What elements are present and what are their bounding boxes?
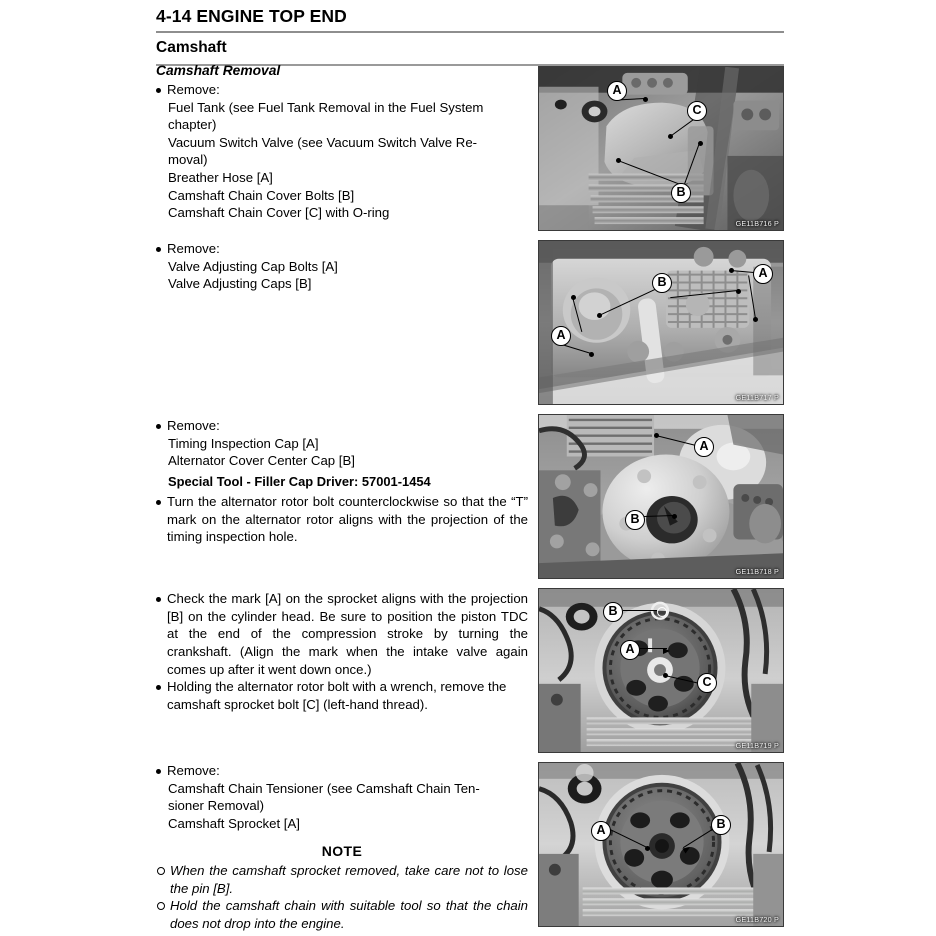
- leader-endpoint-b2: [698, 141, 703, 146]
- photo-valve-adjusting-caps: [539, 241, 783, 404]
- note-heading: NOTE: [321, 842, 363, 859]
- subline: Valve Adjusting Cap Bolts [A]: [168, 258, 338, 274]
- leader-endpoint-a-right-2: [753, 317, 758, 322]
- figure-sprocket-mark: [538, 588, 784, 753]
- subline: Alternator Cover Center Cap [B]: [168, 453, 355, 469]
- leader-endpoint-a-left-2: [589, 352, 594, 357]
- subline: Camshaft Chain Cover [C] with O-ring: [168, 205, 390, 221]
- photo-timing-inspection-cap: [539, 415, 783, 578]
- leader-endpoint-b1: [597, 313, 602, 318]
- leader-endpoint-b: [672, 514, 677, 519]
- subline: Breather Hose [A]: [168, 170, 273, 186]
- paragraph-check-mark: Check the mark [A] on the sprocket aligns with the projection [B] on the cylinder head. Be sure to position the piston TDC at the end of the compression stroke by turning the crankshaft. (Align the mark when the intake valve again comes up after it went down once.): [156, 590, 528, 678]
- subsection-title: Camshaft Removal: [156, 63, 281, 78]
- text-block-sprocket-mark-check: [156, 590, 528, 713]
- text-block-chain-tensioner: [156, 762, 528, 933]
- callout-b: B: [711, 815, 731, 835]
- subline: Camshaft Chain Cover Bolts [B]: [168, 187, 355, 203]
- arrow-head-a: [663, 648, 670, 654]
- callout-b: B: [671, 183, 691, 203]
- subline: Fuel Tank (see Fuel Tank Removal in the Fuel System: [168, 99, 484, 115]
- note-item: Hold the camshaft chain with suitable tool so that the chain does not drop into the engine.: [156, 897, 528, 932]
- header-rule-top: [156, 31, 784, 33]
- callout-a-right: A: [753, 264, 773, 284]
- bullet-remove-3: [156, 417, 528, 435]
- subline: Camshaft Sprocket [A]: [168, 815, 300, 831]
- leader-endpoint-a: [645, 846, 650, 851]
- bullet-remove-1: [156, 81, 528, 99]
- figure-id: GE11B720 P: [735, 915, 779, 924]
- section-title: Camshaft: [156, 39, 227, 56]
- paragraph-remove-sprocket-bolt: Holding the alternator rotor bolt with a wrench, remove the camshaft sprocket bolt [C] (left-hand thread).: [156, 678, 528, 713]
- page-header: [156, 6, 784, 66]
- bullet-lead-label: Remove:: [167, 241, 220, 256]
- subline: Camshaft Chain Tensioner (see Camshaft Chain Ten-: [168, 780, 480, 796]
- figure-id: GE11B719 P: [735, 741, 779, 750]
- figure-camshaft-chain-cover: [538, 66, 784, 231]
- note-item: When the camshaft sprocket removed, take care not to lose the pin [B].: [156, 862, 528, 897]
- figure-id: GE11B718 P: [735, 567, 779, 576]
- leader-endpoint-a-right-1: [729, 268, 734, 273]
- sublines-block2: [156, 258, 528, 293]
- subline: sioner Removal): [168, 798, 265, 814]
- callout-b: B: [625, 510, 645, 530]
- callout-a: A: [591, 821, 611, 841]
- text-block-timing-inspection: [156, 417, 528, 546]
- leader-endpoint-a: [643, 97, 648, 102]
- leader-endpoint-c: [668, 134, 673, 139]
- callout-a: A: [694, 437, 714, 457]
- leader-endpoint-a: [654, 433, 659, 438]
- figure-valve-adjusting-caps: [538, 240, 784, 405]
- callout-c: C: [697, 673, 717, 693]
- bullet-lead-label: Remove:: [167, 81, 220, 97]
- text-block-camshaft-removal: [156, 62, 528, 222]
- bullet-remove-4: [156, 762, 528, 780]
- subline: chapter): [168, 117, 217, 133]
- figure-id: GE11B717 P: [735, 393, 779, 402]
- sublines-block1: [156, 99, 528, 222]
- paragraph-rotor-turn: Turn the alternator rotor bolt counterclockwise so that the “T” mark on the alternator rotor aligns with the projection of the timing inspection hole.: [156, 493, 528, 546]
- leader-endpoint-b: [657, 607, 667, 617]
- photo-camshaft-chain-cover: [539, 67, 783, 230]
- leader-line-b: [623, 610, 657, 611]
- callout-a: A: [620, 640, 640, 660]
- callout-b: B: [652, 273, 672, 293]
- sublines-block5: [156, 780, 528, 833]
- subline: Valve Adjusting Caps [B]: [168, 276, 312, 292]
- callout-a: A: [607, 81, 627, 101]
- subline: Timing Inspection Cap [A]: [168, 435, 319, 451]
- figure-timing-inspection-cap: [538, 414, 784, 579]
- leader-endpoint-c: [663, 673, 668, 678]
- page-title: 4-14 ENGINE TOP END: [156, 6, 347, 26]
- subline: moval): [168, 152, 208, 168]
- text-block-valve-adjusting-caps: [156, 240, 528, 293]
- leader-endpoint-b2: [736, 289, 741, 294]
- sublines-block3: [156, 435, 528, 470]
- figure-camshaft-sprocket: [538, 762, 784, 927]
- figure-id: GE11B716 P: [735, 219, 779, 228]
- photo-camshaft-sprocket: [539, 763, 783, 926]
- leader-endpoint-b1: [616, 158, 621, 163]
- page-body: [0, 62, 936, 936]
- callout-a-left: A: [551, 326, 571, 346]
- special-tool-line: Special Tool - Filler Cap Driver: 57001-1454: [168, 473, 431, 489]
- callout-b: B: [603, 602, 623, 622]
- bullet-remove-2: [156, 240, 528, 258]
- bullet-lead-label: Remove:: [167, 763, 220, 778]
- subline: Vacuum Switch Valve (see Vacuum Switch Valve Re-: [168, 134, 478, 150]
- bullet-lead-label: Remove:: [167, 418, 220, 433]
- callout-c: C: [687, 101, 707, 121]
- leader-endpoint-a-left-1: [571, 295, 576, 300]
